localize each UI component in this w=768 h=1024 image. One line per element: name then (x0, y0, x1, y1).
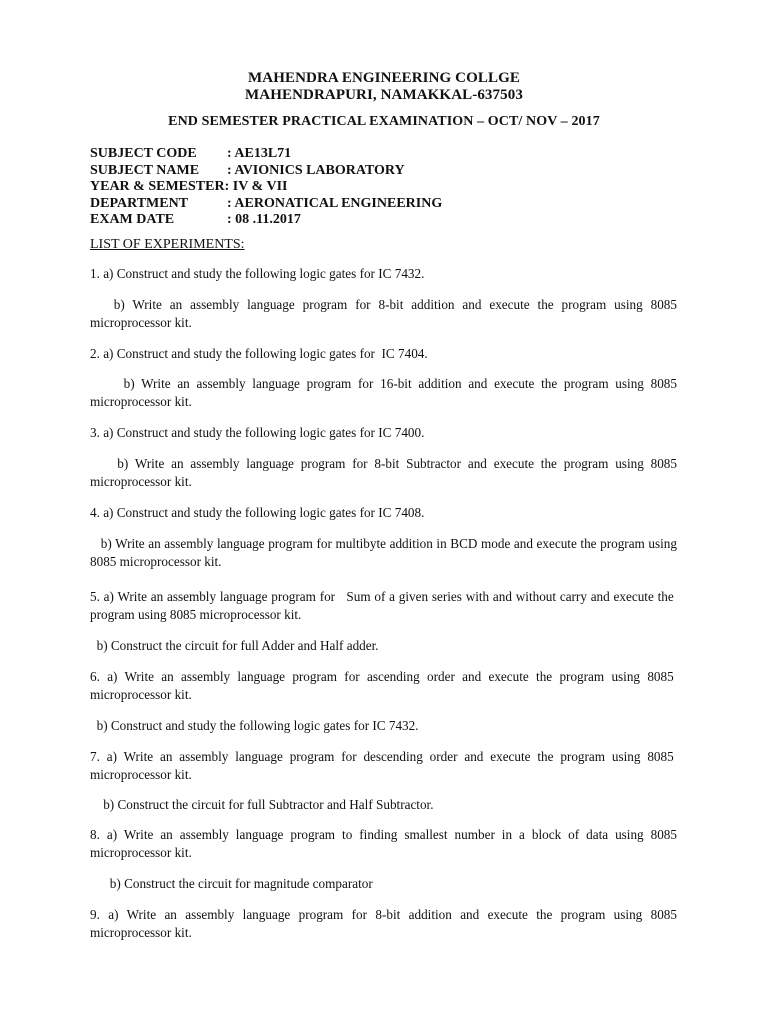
experiment-item-2b: b) Write an assembly language program for 16-bit addition and execute the program using 8085 microprocessor kit. (90, 376, 677, 409)
info-row-department (90, 196, 442, 213)
experiment-item-8b: b) Construct the circuit for magnitude comparator (90, 876, 373, 891)
experiment-item-5a: 5. a) Write an assembly language program for Sum of a given series with and without carry and execute the program using 8085 microprocessor kit. (90, 589, 677, 622)
experiment-item-4a: 4. a) Construct and study the following logic gates for IC 7408. (90, 505, 425, 520)
experiments-list-title: LIST OF EXPERIMENTS: (90, 237, 245, 252)
info-label: EXAM DATE (90, 212, 175, 228)
experiment-item-4b: b) Write an assembly language program for multibyte addition in BCD mode and execute the program using 8085 microprocessor kit. (90, 536, 677, 569)
info-row-exam-date (90, 212, 442, 229)
experiment-item-5b: b) Construct the circuit for full Adder and Half adder. (90, 638, 379, 653)
info-label: SUBJECT CODE (90, 146, 197, 161)
info-value: IV & VII (229, 179, 288, 195)
experiment-item-1b: b) Write an assembly language program for 8-bit addition and execute the program using 8085 microprocessor kit. (90, 297, 677, 330)
experiment-item-7a: 7. a) Write an assembly language program for descending order and execute the program using 8085 microprocessor kit. (90, 749, 677, 782)
college-address: MAHENDRAPURI, NAMAKKAL-637503 (245, 87, 523, 103)
exam-title: END SEMESTER PRACTICAL EXAMINATION – OCT/ NOV – 2017 (168, 114, 600, 129)
experiment-item-9a: 9. a) Write an assembly language program for 8-bit addition and execute the program using 8085 microprocessor kit. (90, 907, 677, 940)
info-label: SUBJECT NAME (90, 162, 200, 178)
info-row-subject-name (90, 163, 442, 180)
experiment-item-3a: 3. a) Construct and study the following logic gates for IC 7400. (90, 425, 425, 440)
info-value: : AERONATICAL ENGINEERING (227, 195, 443, 211)
info-value: : AVIONICS LABORATORY (227, 162, 405, 178)
info-row-subject-code (90, 146, 442, 163)
experiment-item-6b: b) Construct and study the following logic gates for IC 7432. (90, 718, 419, 733)
experiment-item-6a: 6. a) Write an assembly language program for ascending order and execute the program using 8085 microprocessor kit. (90, 669, 677, 702)
college-name: MAHENDRA ENGINEERING COLLGE (248, 70, 520, 86)
subject-info (90, 146, 442, 229)
experiment-item-7b: b) Construct the circuit for full Subtractor and Half Subtractor. (90, 797, 434, 812)
info-value: : AE13L71 (227, 146, 292, 161)
experiment-item-2a: 2. a) Construct and study the following logic gates for IC 7404. (90, 346, 428, 361)
info-label: DEPARTMENT (90, 195, 189, 211)
info-row-year-semester (90, 179, 442, 196)
experiment-item-1a: 1. a) Construct and study the following logic gates for IC 7432. (90, 266, 425, 281)
experiment-item-3b: b) Write an assembly language program for 8-bit Subtractor and execute the program using 8085 microprocessor kit. (90, 456, 677, 489)
info-label: YEAR & SEMESTER: (90, 179, 230, 195)
experiment-item-8a: 8. a) Write an assembly language program to finding smallest number in a block of data using 8085 microprocessor kit. (90, 827, 677, 860)
info-value: : 08 .11.2017 (227, 212, 301, 228)
